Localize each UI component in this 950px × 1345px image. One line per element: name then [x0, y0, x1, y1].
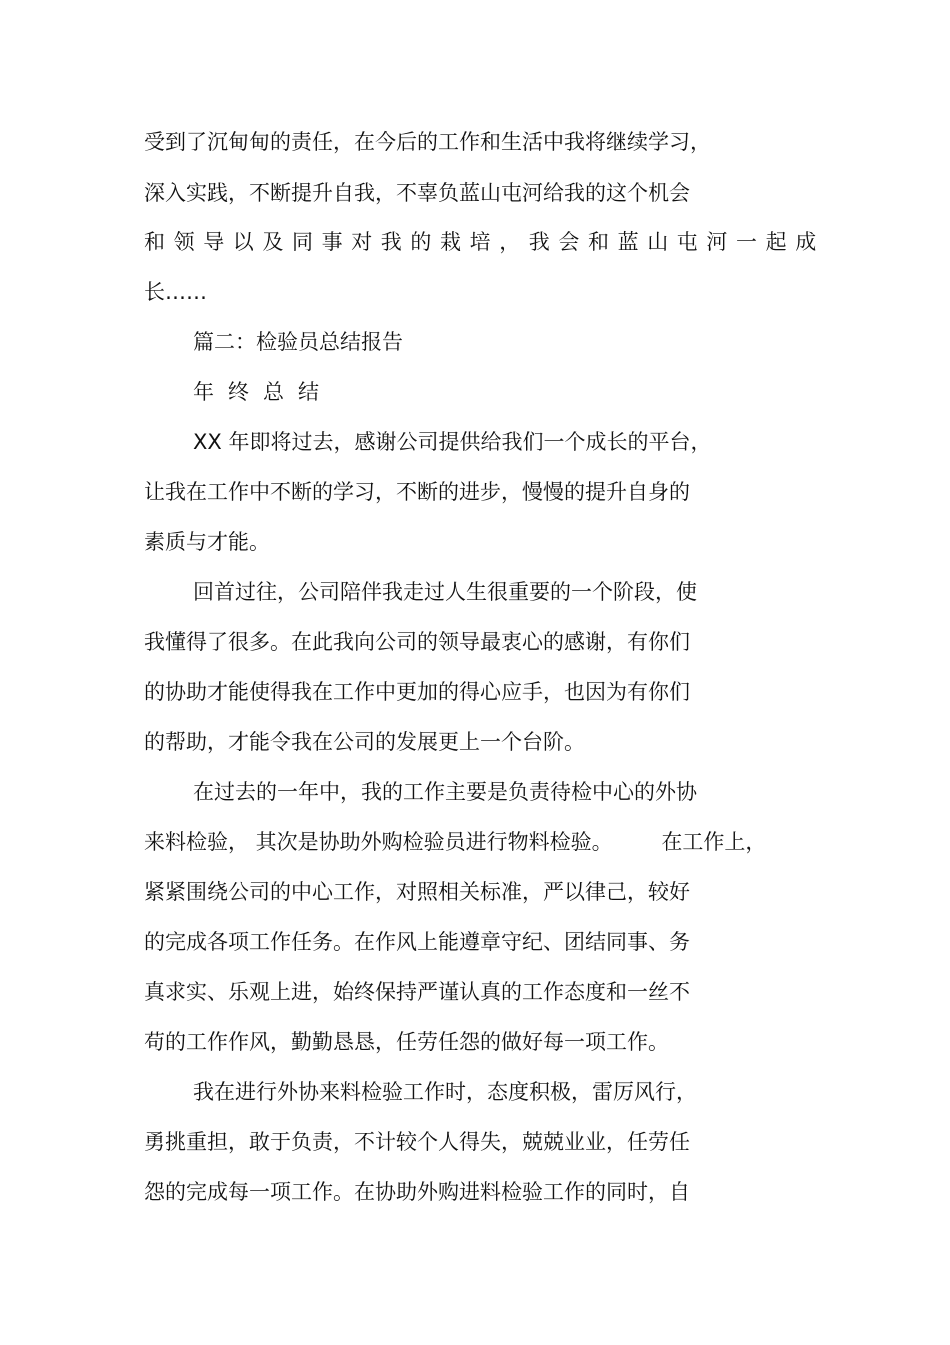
text-line: 受到了沉甸甸的责任，在今后的工作和生活中我将继续学习，	[144, 130, 711, 154]
text-line: 的帮助，才能令我在公司的发展更上一个台阶。	[144, 730, 585, 754]
text-line: 真求实、乐观上进，始终保持严谨认真的工作态度和一丝不	[144, 980, 690, 1004]
text-line: 我懂得了很多。在此我向公司的领导最衷心的感谢，有你们	[144, 630, 690, 654]
text-line: 回首过往，公司陪伴我走过人生很重要的一个阶段，使	[193, 580, 697, 604]
text-line: 紧紧围绕公司的中心工作，对照相关标准，严以律己，较好	[144, 880, 690, 904]
text-line: 苟的工作作风，勤勤恳恳，任劳任怨的做好每一项工作。	[144, 1030, 669, 1054]
text-line: 的协助才能使得我在工作中更加的得心应手，也因为有你们	[144, 680, 690, 704]
text-line: 我在进行外协来料检验工作时，态度积极，雷厉风行，	[193, 1080, 697, 1104]
text-line: 的完成各项工作任务。在作风上能遵章守纪、团结同事、务	[144, 930, 690, 954]
text-line: 和领导以及同事对我的栽培，我会和蓝山屯河一起成	[144, 230, 825, 254]
text-line: 让我在工作中不断的学习，不断的进步，慢慢的提升自身的	[144, 480, 690, 504]
section-heading: 篇二：检验员总结报告	[193, 330, 403, 354]
text-line: 勇挑重担，敢于负责，不计较个人得失，兢兢业业，任劳任	[144, 1130, 690, 1154]
text-line: 怨的完成每一项工作。在协助外购进料检验工作的同时，自	[144, 1180, 690, 1204]
text-line: 素质与才能。	[144, 530, 270, 554]
text-line: 来料检验， 其次是协助外购检验员进行物料检验。 在工作上，	[144, 830, 767, 854]
text-line: 深入实践，不断提升自我，不辜负蓝山屯河给我的这个机会	[144, 181, 690, 205]
text-line: 在过去的一年中，我的工作主要是负责待检中心的外协	[193, 780, 697, 804]
section-subheading: 年终总结	[193, 380, 333, 404]
text-line: XX 年即将过去，感谢公司提供给我们一个成长的平台，	[193, 430, 712, 454]
text-line: 长……	[144, 280, 207, 304]
